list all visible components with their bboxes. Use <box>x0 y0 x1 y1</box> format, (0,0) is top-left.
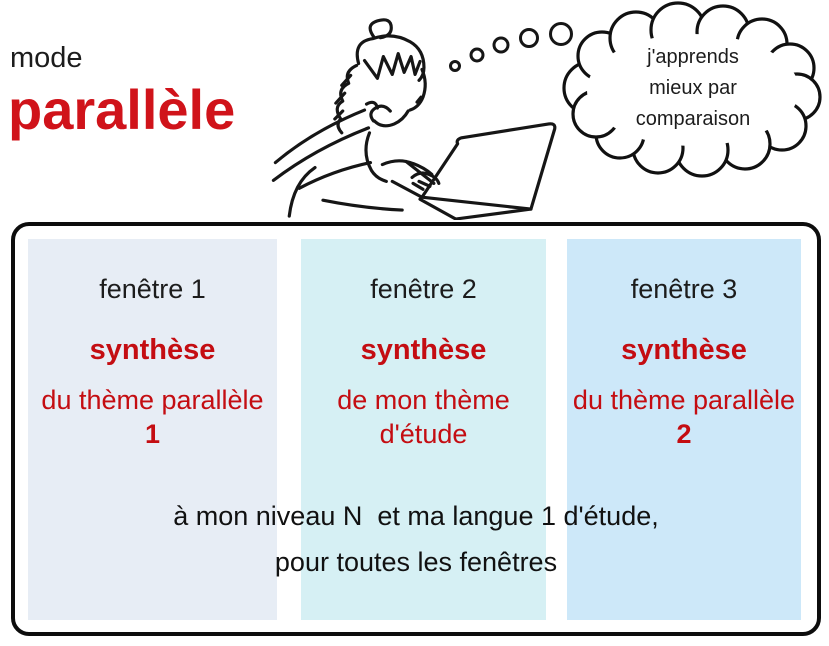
cloud-text-line-2: mieux par <box>649 77 737 99</box>
window-desc-line2: 2 <box>676 419 692 449</box>
window-heading: synthèse <box>621 334 747 366</box>
window-heading: synthèse <box>89 334 216 366</box>
window-desc-line1: du thème parallèle <box>572 385 796 415</box>
window-label: fenêtre 1 <box>99 274 206 304</box>
window-label: fenêtre 3 <box>630 274 738 304</box>
thought-dots-icon <box>451 24 572 71</box>
page-title: parallèle <box>8 78 236 141</box>
cloud-text-line-3: comparaison <box>635 108 751 130</box>
thought-cloud <box>440 0 829 180</box>
parallel-board <box>11 222 821 636</box>
board-footer <box>15 493 817 585</box>
window-heading: synthèse <box>360 334 487 366</box>
window-desc-line1: du thème parallèle <box>41 385 264 415</box>
footer-line-1: à mon niveau N et ma langue 1 d'étude, <box>173 501 659 531</box>
footer-line-2: pour toutes les fenêtres <box>274 547 558 577</box>
window-desc-line1: de mon thème <box>337 385 510 415</box>
window-desc-line2: d'étude <box>379 419 468 449</box>
window-label: fenêtre 2 <box>370 274 477 304</box>
window-desc-line2: 1 <box>144 419 161 449</box>
mode-label: mode <box>10 42 83 74</box>
cloud-text-line-1: j'apprends <box>647 46 739 68</box>
